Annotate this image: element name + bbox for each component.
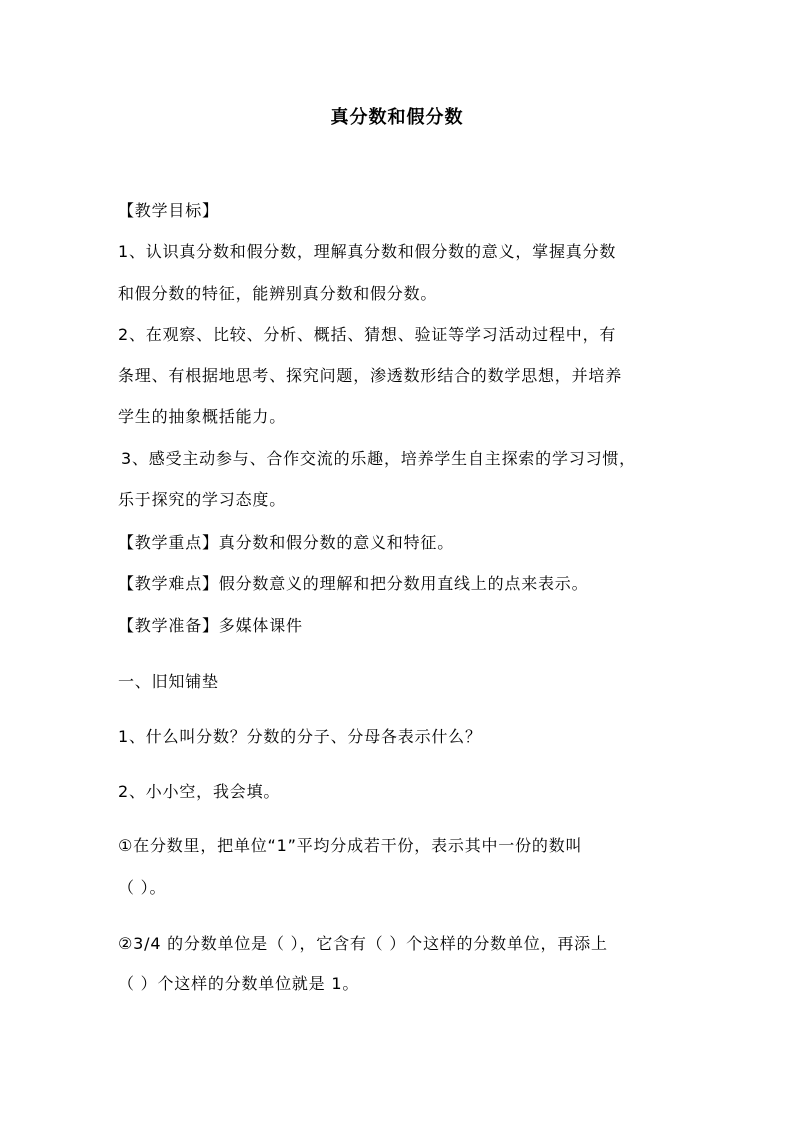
fill-blank-1-line-2: （ ）。 bbox=[118, 878, 167, 897]
fill-blank-2-line-2: （ ）个这样的分数单位就是 1。 bbox=[118, 974, 360, 993]
objective-3-line-1: 3、感受主动参与、合作交流的乐趣，培养学生自主探索的学习习惯， bbox=[121, 449, 636, 468]
teaching-preparation: 【教学准备】多媒体课件 bbox=[118, 616, 303, 635]
fill-blank-2-line-1: ②3/4 的分数单位是（ ），它含有（ ）个这样的分数单位，再添上 bbox=[118, 934, 608, 953]
question-2: 2、小小空，我会填。 bbox=[118, 782, 281, 801]
objective-1-line-2: 和假分数的特征，能辨别真分数和假分数。 bbox=[118, 284, 438, 303]
objectives-heading: 【教学目标】 bbox=[118, 201, 219, 220]
objective-2-line-3: 学生的抽象概括能力。 bbox=[118, 407, 287, 426]
difficult-points: 【教学难点】假分数意义的理解和把分数用直线上的点来表示。 bbox=[118, 574, 589, 593]
section-1-heading: 一、旧知铺垫 bbox=[118, 672, 219, 691]
question-1: 1、什么叫分数？分数的分子、分母各表示什么？ bbox=[118, 727, 482, 746]
document-title: 真分数和假分数 bbox=[330, 107, 464, 128]
fill-blank-1-line-1: ①在分数里，把单位“1”平均分成若干份，表示其中一份的数叫 bbox=[118, 836, 583, 855]
objective-2-line-1: 2、在观察、比较、分析、概括、猜想、验证等学习活动过程中，有 bbox=[118, 325, 617, 344]
key-points: 【教学重点】真分数和假分数的意义和特征。 bbox=[118, 533, 455, 552]
objective-3-line-2: 乐于探究的学习态度。 bbox=[118, 490, 287, 509]
objective-1-line-1: 1、认识真分数和假分数，理解真分数和假分数的意义，掌握真分数 bbox=[118, 242, 617, 261]
objective-2-line-2: 条理、有根据地思考、探究问题，渗透数形结合的数学思想，并培养 bbox=[118, 366, 623, 385]
